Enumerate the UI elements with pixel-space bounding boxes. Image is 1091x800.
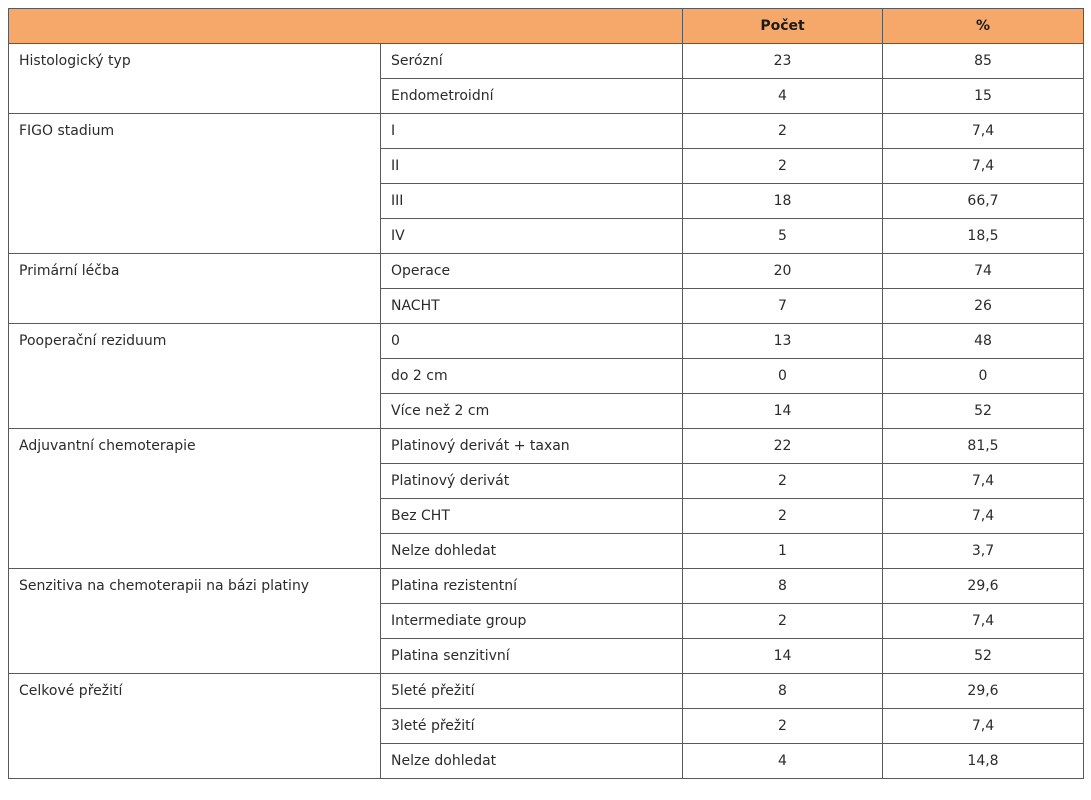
count-value: 4 <box>683 744 883 779</box>
table-row <box>9 254 1084 289</box>
percent-value: 3,7 <box>883 534 1084 569</box>
percent-value: 15 <box>883 79 1084 114</box>
header-count: Počet <box>683 9 883 44</box>
count-value: 7 <box>683 289 883 324</box>
count-value: 8 <box>683 674 883 709</box>
group-label: Senzitiva na chemoterapii na bázi platiny <box>9 569 381 674</box>
count-value: 2 <box>683 604 883 639</box>
percent-value: 29,6 <box>883 569 1084 604</box>
category-label: Intermediate group <box>381 604 683 639</box>
group-label: Pooperační reziduum <box>9 324 381 429</box>
count-value: 2 <box>683 709 883 744</box>
category-label: I <box>381 114 683 149</box>
table-row <box>9 674 1084 709</box>
group-label: FIGO stadium <box>9 114 381 254</box>
category-label: Nelze dohledat <box>381 534 683 569</box>
group-label: Celkové přežití <box>9 674 381 779</box>
percent-value: 7,4 <box>883 499 1084 534</box>
group-label: Adjuvantní chemoterapie <box>9 429 381 569</box>
count-value: 23 <box>683 44 883 79</box>
count-value: 2 <box>683 464 883 499</box>
header-blank-cell <box>9 9 683 44</box>
count-value: 18 <box>683 184 883 219</box>
count-value: 2 <box>683 114 883 149</box>
count-value: 2 <box>683 499 883 534</box>
group-label: Histologický typ <box>9 44 381 114</box>
percent-value: 18,5 <box>883 219 1084 254</box>
category-label: 5leté přežití <box>381 674 683 709</box>
count-value: 8 <box>683 569 883 604</box>
table-row <box>9 569 1084 604</box>
table-header-row <box>9 9 1084 44</box>
category-label: Serózní <box>381 44 683 79</box>
percent-value: 7,4 <box>883 114 1084 149</box>
category-label: NACHT <box>381 289 683 324</box>
percent-value: 26 <box>883 289 1084 324</box>
category-label: Endometroidní <box>381 79 683 114</box>
percent-value: 52 <box>883 639 1084 674</box>
category-label: II <box>381 149 683 184</box>
percent-value: 66,7 <box>883 184 1084 219</box>
count-value: 1 <box>683 534 883 569</box>
category-label: Platinový derivát <box>381 464 683 499</box>
percent-value: 52 <box>883 394 1084 429</box>
category-label: IV <box>381 219 683 254</box>
percent-value: 0 <box>883 359 1084 394</box>
percent-value: 7,4 <box>883 464 1084 499</box>
percent-value: 81,5 <box>883 429 1084 464</box>
category-label: 3leté přežití <box>381 709 683 744</box>
percent-value: 14,8 <box>883 744 1084 779</box>
count-value: 0 <box>683 359 883 394</box>
category-label: Více než 2 cm <box>381 394 683 429</box>
table-row <box>9 114 1084 149</box>
percent-value: 29,6 <box>883 674 1084 709</box>
category-label: Platinový derivát + taxan <box>381 429 683 464</box>
category-label: 0 <box>381 324 683 359</box>
count-value: 2 <box>683 149 883 184</box>
category-label: Platina senzitivní <box>381 639 683 674</box>
table-body <box>9 44 1084 779</box>
count-value: 22 <box>683 429 883 464</box>
table-row <box>9 44 1084 79</box>
category-label: III <box>381 184 683 219</box>
percent-value: 48 <box>883 324 1084 359</box>
table-row <box>9 429 1084 464</box>
category-label: Nelze dohledat <box>381 744 683 779</box>
count-value: 20 <box>683 254 883 289</box>
category-label: Bez CHT <box>381 499 683 534</box>
count-value: 4 <box>683 79 883 114</box>
count-value: 14 <box>683 639 883 674</box>
count-value: 14 <box>683 394 883 429</box>
percent-value: 7,4 <box>883 709 1084 744</box>
data-table-container <box>8 8 1083 779</box>
group-label: Primární léčba <box>9 254 381 324</box>
percent-value: 7,4 <box>883 604 1084 639</box>
percent-value: 7,4 <box>883 149 1084 184</box>
category-label: Operace <box>381 254 683 289</box>
category-label: Platina rezistentní <box>381 569 683 604</box>
percent-value: 85 <box>883 44 1084 79</box>
table-row <box>9 324 1084 359</box>
count-value: 13 <box>683 324 883 359</box>
count-value: 5 <box>683 219 883 254</box>
category-label: do 2 cm <box>381 359 683 394</box>
data-table <box>8 8 1084 779</box>
header-percent: % <box>883 9 1084 44</box>
percent-value: 74 <box>883 254 1084 289</box>
